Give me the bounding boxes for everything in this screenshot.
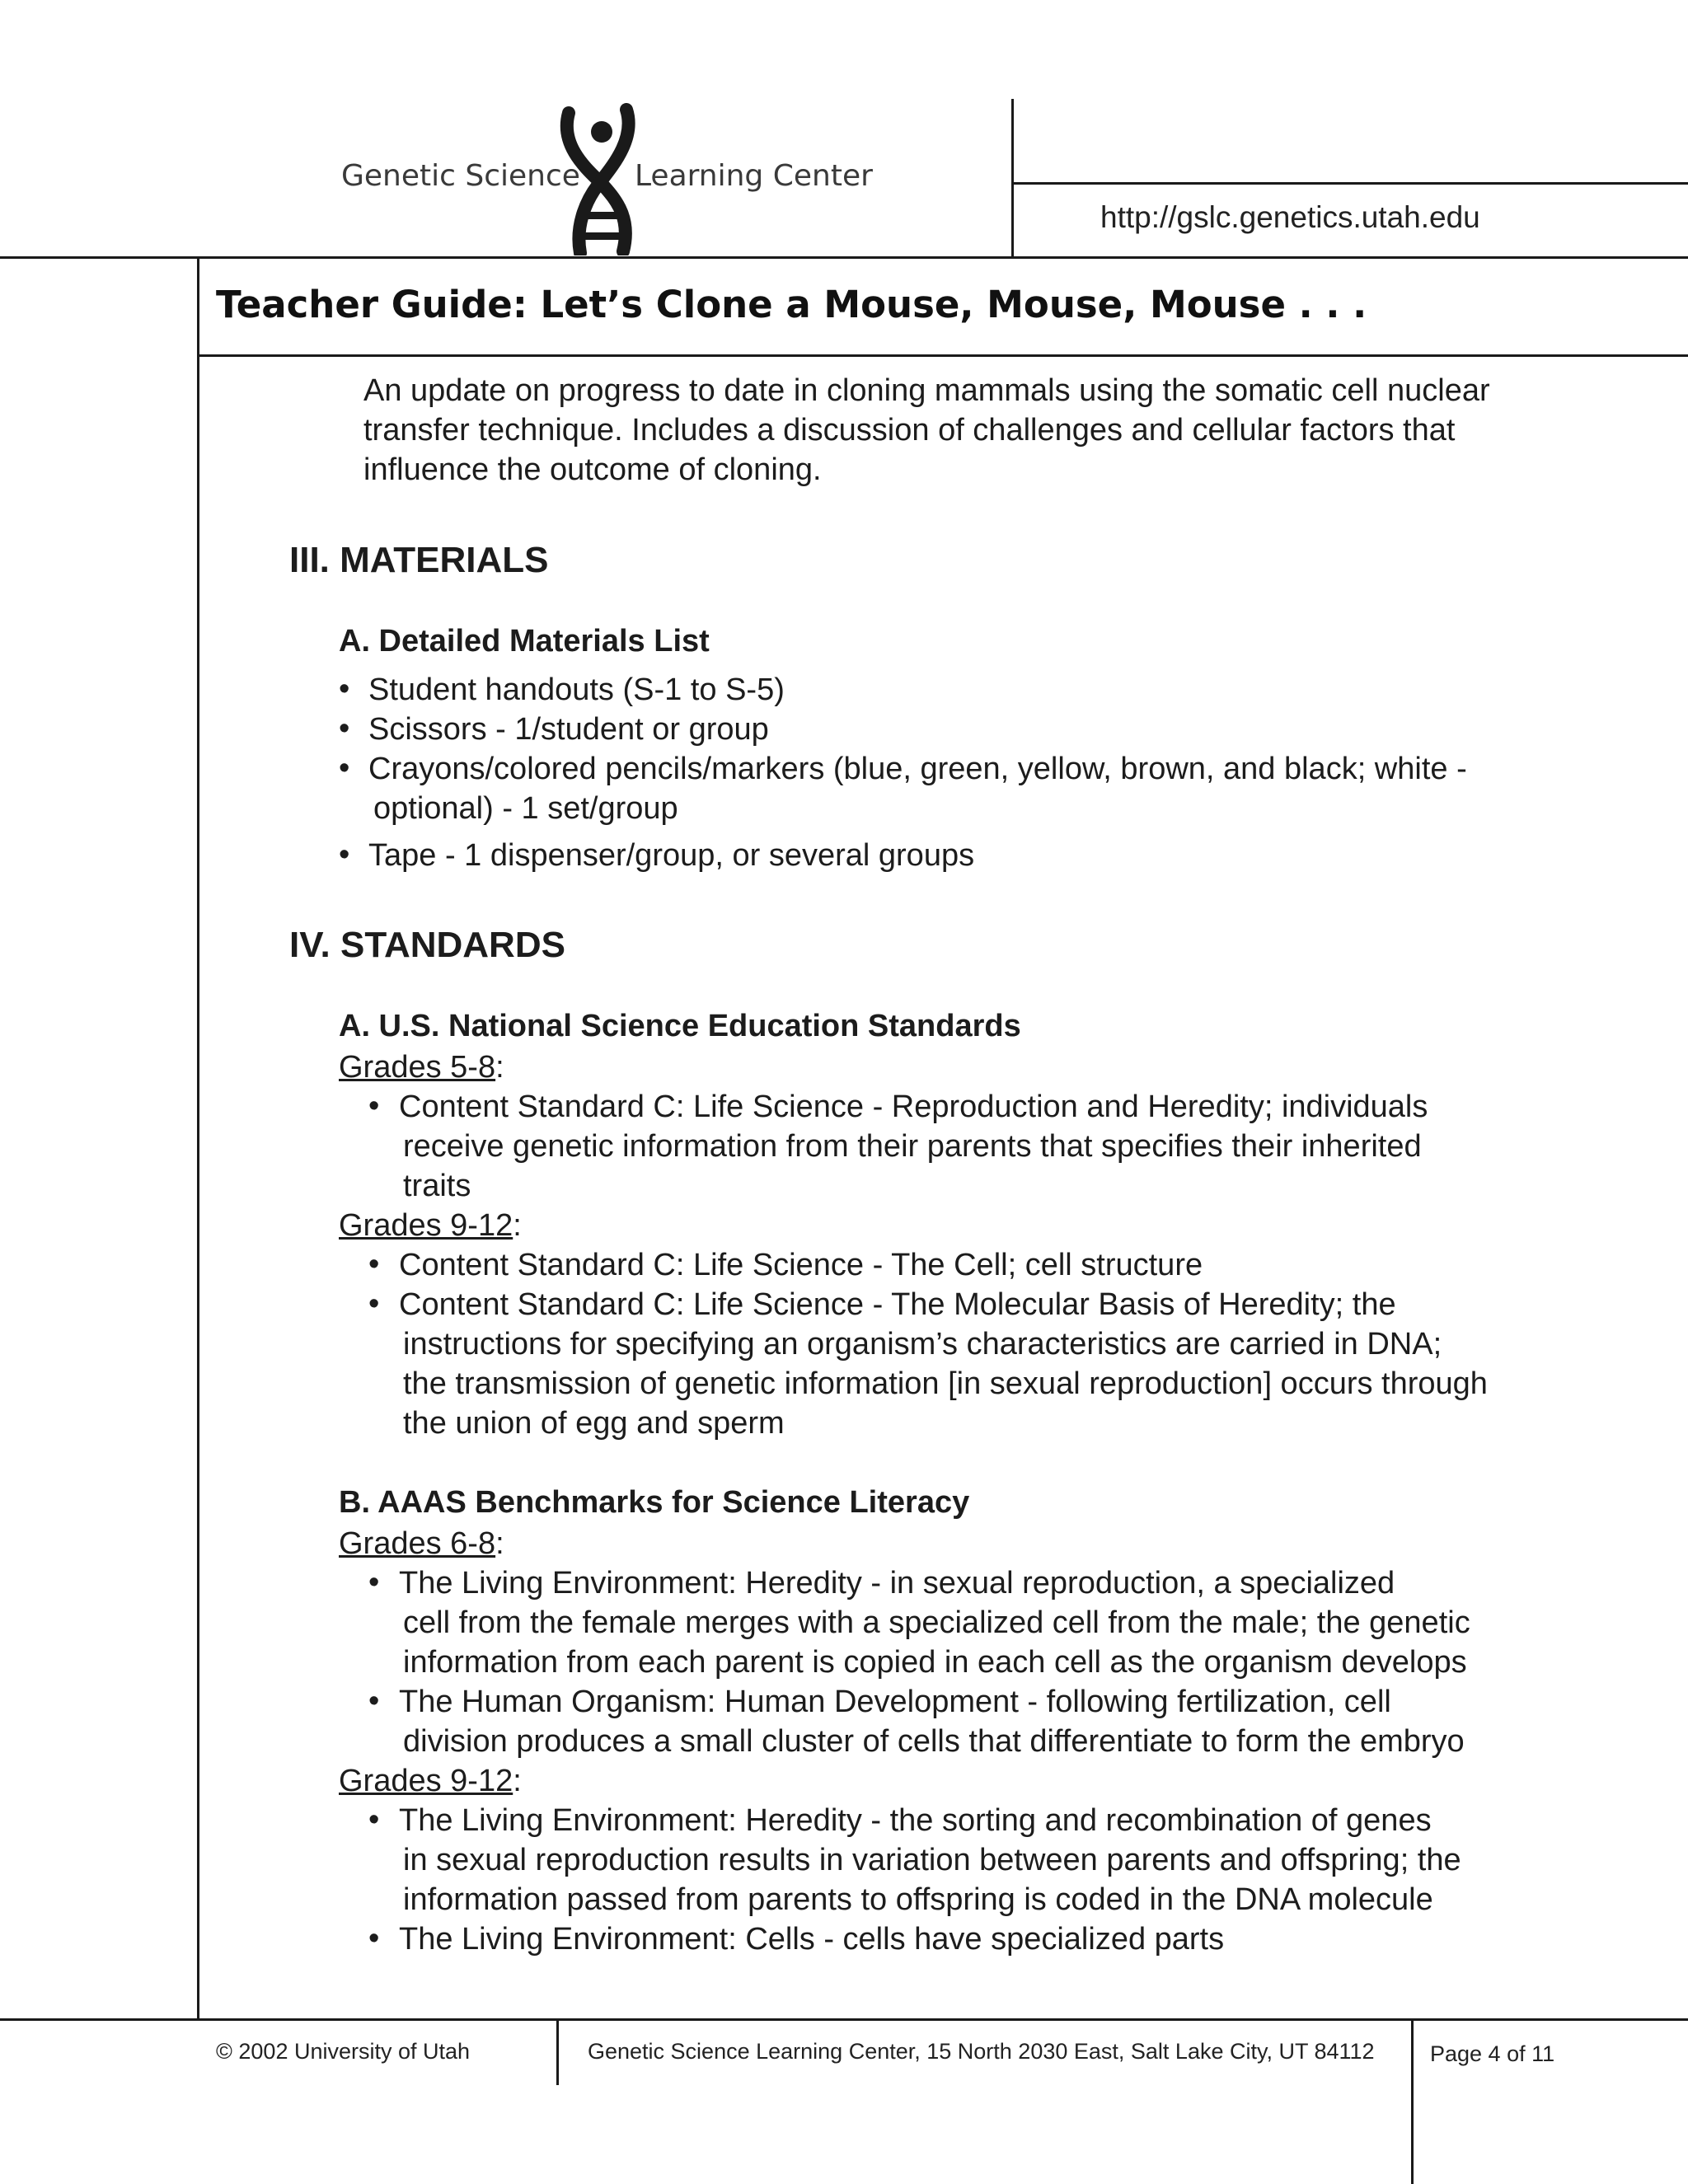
benchmark-item-continued: information passed from parents to offspring is coded in the DNA molecule bbox=[403, 1882, 1433, 1917]
intro-line: An update on progress to date in cloning mammals using the somatic cell nuclear bbox=[363, 373, 1490, 408]
site-url[interactable]: http://gslc.genetics.utah.edu bbox=[1100, 200, 1480, 234]
grade-label-text: Grades 6-8 bbox=[339, 1526, 496, 1561]
materials-item: Student handouts (S-1 to S-5) bbox=[368, 673, 785, 707]
logo-text-left: Genetic Science bbox=[341, 159, 580, 193]
header-divider-url bbox=[1011, 182, 1688, 185]
standard-item-continued: receive genetic information from their parents that specifies their inherited bbox=[403, 1129, 1422, 1164]
bullet-icon: • bbox=[339, 837, 350, 872]
intro-line: influence the outcome of cloning. bbox=[363, 452, 822, 487]
grade-label-text: Grades 9-12 bbox=[339, 1764, 513, 1798]
standard-item-continued: the transmission of genetic information [in sexual reproduction] occurs through bbox=[403, 1366, 1488, 1401]
materials-item: Scissors - 1/student or group bbox=[368, 712, 769, 747]
materials-subheading: A. Detailed Materials List bbox=[339, 624, 710, 658]
benchmark-item-continued: cell from the female merges with a specialized cell from the male; the genetic bbox=[403, 1605, 1470, 1640]
footer-divider bbox=[556, 2021, 559, 2085]
grade-label-text: Grades 5-8 bbox=[339, 1050, 496, 1085]
materials-item-continued: optional) - 1 set/group bbox=[373, 791, 678, 826]
standards-a-heading: A. U.S. National Science Education Standards bbox=[339, 1009, 1021, 1043]
bullet-icon: • bbox=[368, 1802, 380, 1837]
standards-heading: IV. STANDARDS bbox=[289, 925, 565, 965]
benchmark-item: The Human Organism: Human Development - following fertilization, cell bbox=[399, 1685, 1391, 1719]
gslc-logo bbox=[338, 103, 873, 260]
footer-divider bbox=[1411, 2021, 1414, 2184]
standards-b-heading: B. AAAS Benchmarks for Science Literacy bbox=[339, 1485, 970, 1520]
materials-item: Crayons/colored pencils/markers (blue, green, yellow, brown, and black; white - bbox=[368, 752, 1467, 786]
bullet-icon: • bbox=[339, 711, 350, 746]
bullet-icon: • bbox=[368, 1921, 380, 1956]
benchmark-item: The Living Environment: Cells - cells have specialized parts bbox=[399, 1922, 1225, 1957]
grade-label: Grades 6-8: bbox=[339, 1526, 504, 1561]
bullet-icon: • bbox=[368, 1247, 380, 1282]
grade-label: Grades 9-12: bbox=[339, 1208, 522, 1243]
standard-item-continued: the union of egg and sperm bbox=[403, 1406, 785, 1441]
standard-item: Content Standard C: Life Science - The Molecular Basis of Heredity; the bbox=[399, 1287, 1396, 1322]
logo-text-right: Learning Center bbox=[635, 159, 873, 193]
page-title: Teacher Guide: Let’s Clone a Mouse, Mouse, Mouse . . . bbox=[216, 283, 1367, 326]
materials-heading: III. MATERIALS bbox=[289, 540, 549, 580]
header-divider-vertical bbox=[1011, 99, 1014, 258]
bullet-icon: • bbox=[339, 672, 350, 706]
footer-top-rule bbox=[0, 2018, 1688, 2021]
bullet-icon: • bbox=[339, 751, 350, 785]
bullet-icon: • bbox=[368, 1684, 380, 1718]
bullet-icon: • bbox=[368, 1565, 380, 1600]
standard-item-continued: traits bbox=[403, 1169, 471, 1203]
benchmark-item-continued: division produces a small cluster of cells that differentiate to form the embryo bbox=[403, 1724, 1465, 1759]
benchmark-item-continued: information from each parent is copied in each cell as the organism develops bbox=[403, 1645, 1467, 1680]
benchmark-item: The Living Environment: Heredity - the sorting and recombination of genes bbox=[399, 1803, 1432, 1838]
benchmark-item: The Living Environment: Heredity - in sexual reproduction, a specialized bbox=[399, 1566, 1395, 1601]
standard-item: Content Standard C: Life Science - Reproduction and Heredity; individuals bbox=[399, 1090, 1428, 1124]
standard-item: Content Standard C: Life Science - The Cell; cell structure bbox=[399, 1248, 1203, 1282]
left-margin-rule bbox=[197, 256, 199, 2020]
materials-item: Tape - 1 dispenser/group, or several groups bbox=[368, 838, 975, 873]
grade-label-text: Grades 9-12 bbox=[339, 1208, 513, 1243]
intro-line: transfer technique. Includes a discussion of challenges and cellular factors that bbox=[363, 413, 1456, 448]
bullet-icon: • bbox=[368, 1089, 380, 1123]
footer-address: Genetic Science Learning Center, 15 North 2030 East, Salt Lake City, UT 84112 bbox=[588, 2039, 1375, 2064]
title-bottom-rule bbox=[198, 354, 1688, 357]
grade-label: Grades 5-8: bbox=[339, 1050, 504, 1085]
footer-copyright: © 2002 University of Utah bbox=[216, 2039, 471, 2064]
benchmark-item-continued: in sexual reproduction results in variation between parents and offspring; the bbox=[403, 1843, 1461, 1877]
bullet-icon: • bbox=[368, 1286, 380, 1321]
grade-label: Grades 9-12: bbox=[339, 1764, 522, 1798]
standard-item-continued: instructions for specifying an organism’s characteristics are carried in DNA; bbox=[403, 1327, 1442, 1361]
footer-page-number: Page 4 of 11 bbox=[1430, 2041, 1555, 2066]
